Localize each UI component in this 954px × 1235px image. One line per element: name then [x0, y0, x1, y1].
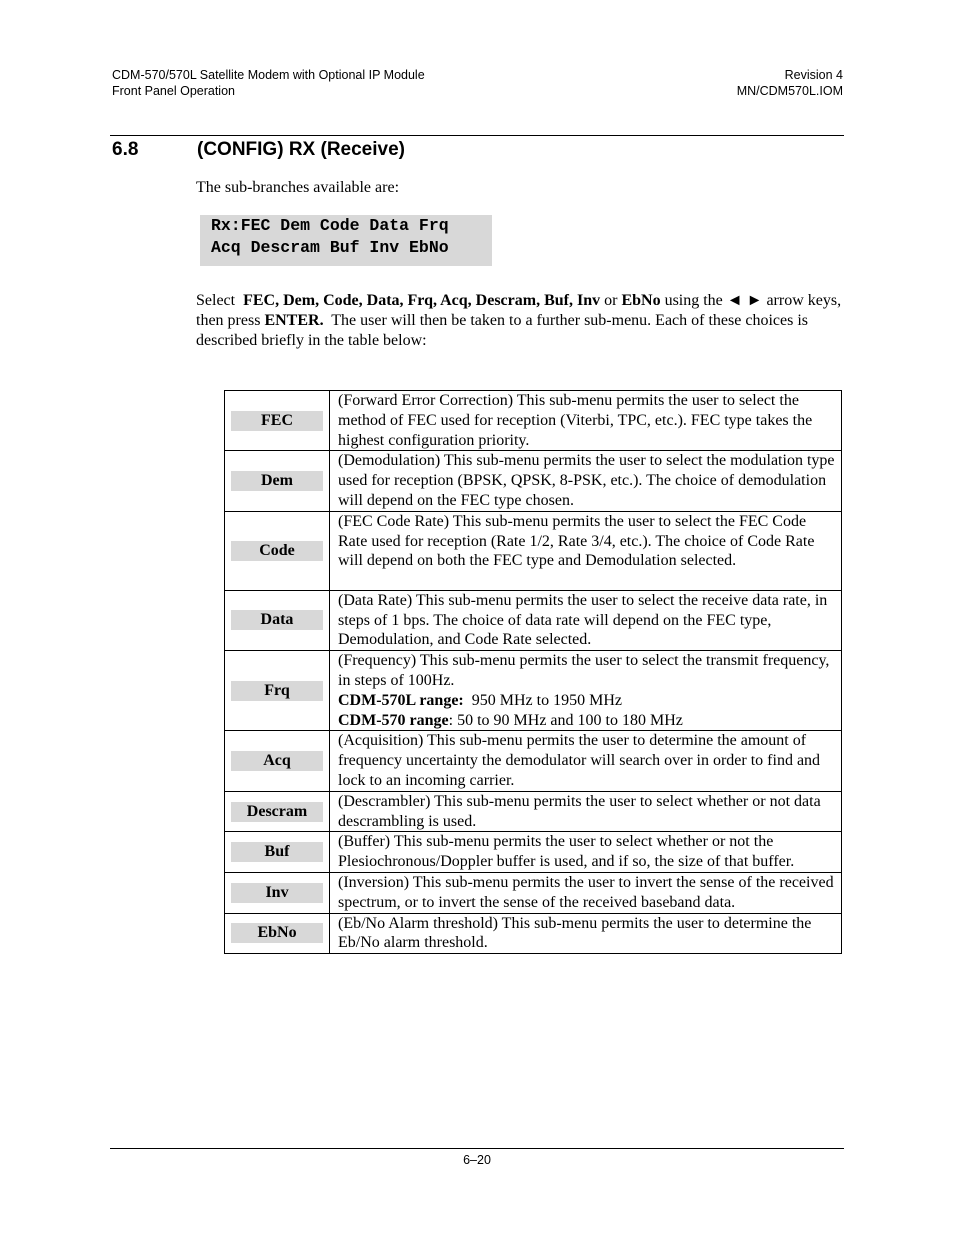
- or-word: or: [604, 292, 618, 309]
- table-row: [225, 731, 842, 791]
- submenu-key: Frq: [231, 681, 323, 701]
- range-570-label: CDM-570 range: [338, 711, 449, 729]
- submenu-key: Code: [231, 541, 323, 561]
- table-row: [225, 391, 842, 451]
- table-row: [225, 590, 842, 650]
- table-row: [225, 872, 842, 913]
- table-row: [225, 651, 842, 731]
- lcd-display: [200, 215, 492, 266]
- submenu-key: Inv: [231, 883, 323, 903]
- submenu-description: (Demodulation) This sub-menu permits the user to select the modulation type used for reception (BPSK, QPSK, 8-PSK, etc.). The choice of demodulation will depend on the FEC type chosen.: [330, 451, 842, 511]
- range-570l-label: CDM-570L range:: [338, 691, 464, 709]
- running-header-right: [737, 67, 843, 99]
- instructions-rest: The user will then be taken to a further sub-menu. Each of these choices is described briefly in the table below:: [196, 312, 809, 349]
- instructions-paragraph: [196, 291, 846, 351]
- chapter-title: Front Panel Operation: [112, 84, 235, 98]
- section-number: 6.8: [112, 139, 139, 160]
- last-option: EbNo: [621, 292, 661, 309]
- range-570l-value: 950 MHz to 1950 MHz: [471, 691, 622, 709]
- submenu-key-cell: [225, 391, 330, 451]
- submenu-description: (Buffer) This sub-menu permits the user to select whether or not the Plesiochronous/Doppler buffer is used, and if so, the size of that buffer.: [330, 832, 842, 873]
- section-title: (CONFIG) RX (Receive): [197, 139, 405, 160]
- submenu-key-cell: [225, 832, 330, 873]
- submenu-description: (Data Rate) This sub-menu permits the user to select the receive data rate, in steps of 1 bps. The choice of data rate will depend on the FEC type, Demodulation, and Code Rate selected.: [330, 590, 842, 650]
- submenu-description: (Inversion) This sub-menu permits the user to invert the sense of the received spectrum, or to invert the sense of the received baseband data.: [330, 872, 842, 913]
- submenu-key: Descram: [231, 802, 323, 822]
- submenu-key-cell: [225, 913, 330, 954]
- page-number: 6–20: [463, 1153, 491, 1167]
- submenu-key: Acq: [231, 751, 323, 771]
- submenu-key: Buf: [231, 842, 323, 862]
- submenu-description: (Forward Error Correction) This sub-menu permits the user to select the method of FEC used for reception (Viterbi, TPC, etc.). FEC type takes the highest configuration priority.: [330, 391, 842, 451]
- document-title: CDM-570/570L Satellite Modem with Optional IP Module: [112, 68, 425, 82]
- submenu-key-cell: [225, 590, 330, 650]
- table-row: [225, 832, 842, 873]
- submenu-key-cell: [225, 451, 330, 511]
- submenu-key: Data: [231, 610, 323, 630]
- revision-label: Revision 4: [784, 68, 843, 82]
- lcd-line-1: Rx:FEC Dem Code Data Frq: [211, 216, 449, 235]
- submenu-description-frq: [330, 651, 842, 731]
- range-570-value: : 50 to 90 MHz and 100 to 180 MHz: [448, 711, 683, 729]
- submenu-description: (FEC Code Rate) This sub-menu permits the user to select the FEC Code Rate used for reception (Rate 1/2, Rate 3/4, etc.). The choice of Code Rate will depend on both the FEC type and Demodulation selected.: [330, 511, 842, 590]
- submenu-description: (Descrambler) This sub-menu permits the user to select whether or not data descrambling is used.: [330, 791, 842, 832]
- submenu-key: EbNo: [231, 923, 323, 943]
- submenu-description: (Eb/No Alarm threshold) This sub-menu permits the user to determine the Eb/No alarm threshold.: [330, 913, 842, 954]
- running-header-left: [112, 67, 425, 99]
- submenu-key-cell: [225, 651, 330, 731]
- intro-text: The sub-branches available are:: [196, 179, 400, 196]
- enter-key: ENTER.: [264, 312, 324, 329]
- footer-rule: [110, 1148, 844, 1149]
- submenu-key: FEC: [231, 411, 323, 431]
- submenu-key: Dem: [231, 471, 323, 491]
- submenu-key-cell: [225, 731, 330, 791]
- table-row: [225, 791, 842, 832]
- submenu-description: (Acquisition) This sub-menu permits the user to determine the amount of frequency uncertainty the demodulator will search over in order to find and lock to an incoming carrier.: [330, 731, 842, 791]
- table-row: [225, 913, 842, 954]
- range-570: [338, 711, 837, 731]
- range-570l: [338, 691, 837, 711]
- arrow-keys-text: using the ◄ ► arrow keys, then press: [196, 292, 842, 329]
- document-id: MN/CDM570L.IOM: [736, 84, 843, 98]
- submenu-key-cell: [225, 872, 330, 913]
- submenu-key-cell: [225, 791, 330, 832]
- submenu-table: [224, 390, 842, 954]
- submenu-key-cell: [225, 511, 330, 590]
- options-list: FEC, Dem, Code, Data, Frq, Acq, Descram, Buf, Inv: [243, 292, 601, 309]
- table-row: [225, 451, 842, 511]
- lcd-line-2: Acq Descram Buf Inv EbNo: [211, 238, 449, 257]
- select-word: Select: [196, 292, 236, 309]
- header-rule: [110, 135, 844, 136]
- frq-description: (Frequency) This sub-menu permits the user to select the transmit frequency, in steps of 100Hz.: [338, 652, 830, 689]
- table-row: [225, 511, 842, 590]
